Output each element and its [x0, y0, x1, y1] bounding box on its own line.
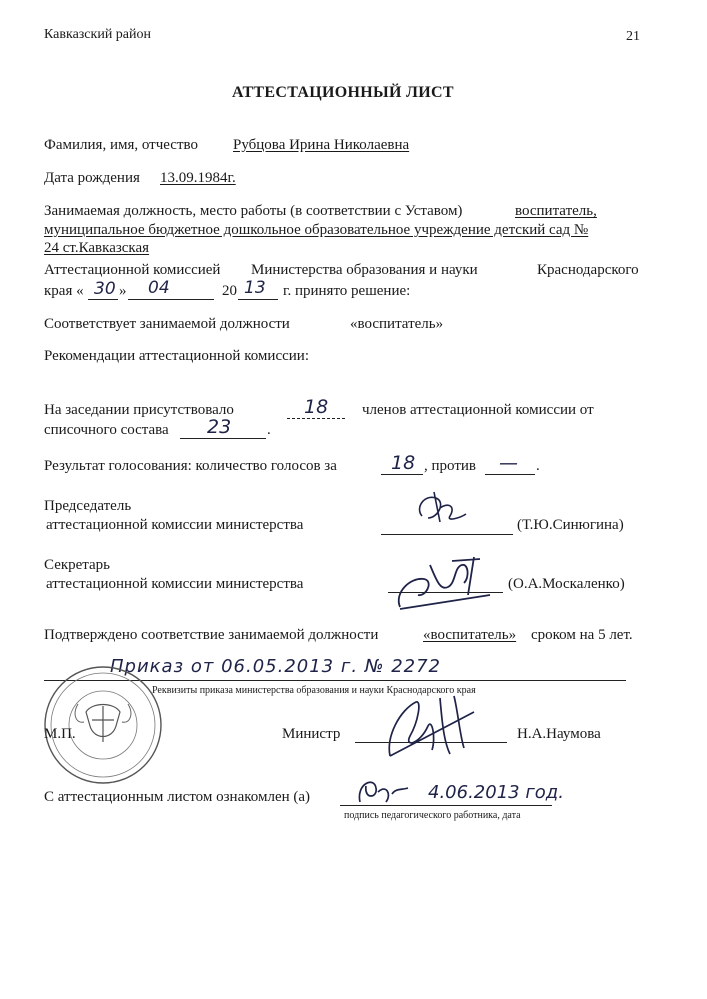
commission-line1-right: Краснодарского [537, 262, 639, 278]
teacher-signature [352, 772, 412, 812]
present-line [287, 418, 345, 419]
secretary-title: Секретарь [44, 557, 111, 573]
year-prefix: 20 [222, 283, 237, 299]
minister-name: Н.А.Наумова [517, 726, 601, 742]
day-handwritten: 30 [94, 279, 116, 299]
confirm-text-b: сроком на 5 лет. [531, 627, 633, 643]
order-caption: Реквизиты приказа министерства образования и науки Краснодарского края [152, 685, 476, 696]
secretary-signature [390, 555, 500, 615]
decision-value: «воспитатель» [350, 316, 444, 332]
secretary-subtitle: аттестационной комиссии министерства [46, 576, 304, 592]
meeting-text-a: На заседании присутствовало [44, 402, 234, 418]
secretary-name: (О.А.Москаленко) [508, 576, 625, 592]
decision-text: Соответствует занимаемой должности [44, 316, 290, 332]
vote-against-line [485, 474, 535, 475]
page-number: 21 [626, 29, 640, 44]
confirm-value: «воспитатель» [423, 627, 517, 643]
commission-line2-c: г. принято решение: [283, 283, 411, 299]
minister-label: Министр [282, 726, 341, 742]
mp-label: М.П. [44, 726, 76, 742]
month-line [128, 299, 214, 300]
position-value-1: воспитатель, [515, 203, 597, 219]
chair-signature-line [381, 534, 513, 535]
acquainted-caption: подпись педагогического работника, дата [344, 810, 521, 821]
vote-for-line [381, 474, 423, 475]
meeting-text-d: . [267, 422, 271, 438]
confirm-text-a: Подтверждено соответствие занимаемой должности [44, 627, 379, 643]
fio-label: Фамилия, имя, отчество [44, 137, 198, 153]
chair-subtitle: аттестационной комиссии министерства [46, 517, 304, 533]
commission-line2-a: края « [44, 283, 84, 299]
chair-title: Председатель [44, 498, 132, 514]
document-title: АТТЕСТАЦИОННЫЙ ЛИСТ [232, 84, 454, 101]
commission-line1-mid: Министерства образования и науки [251, 262, 478, 278]
chair-signature [410, 488, 470, 534]
total-line [180, 438, 266, 439]
order-handwritten: Приказ от 06.05.2013 г. № 2272 [110, 656, 442, 677]
total-handwritten: 23 [207, 416, 232, 438]
fio-value: Рубцова Ирина Николаевна [233, 137, 410, 153]
birth-label: Дата рождения [44, 170, 140, 186]
month-handwritten: 04 [148, 278, 170, 298]
year-handwritten: 13 [244, 278, 266, 298]
year-line [238, 299, 278, 300]
day-line [88, 299, 118, 300]
meeting-text-b: членов аттестационной комиссии от [362, 402, 594, 418]
commission-line2-b: » [119, 283, 127, 299]
chair-name: (Т.Ю.Синюгина) [517, 517, 624, 533]
acquainted-label: С аттестационным листом ознакомлен (а) [44, 789, 311, 805]
position-value-3: 24 ст.Кавказская [44, 240, 150, 256]
vote-text-a: Результат голосования: количество голосов за [44, 458, 337, 474]
vote-against-handwritten: — [499, 452, 518, 474]
commission-line1-left: Аттестационной комиссией [44, 262, 221, 278]
present-handwritten: 18 [304, 396, 329, 418]
official-seal [42, 664, 164, 786]
acquainted-date-handwritten: 4.06.2013 год. [428, 782, 564, 803]
minister-signature [370, 692, 480, 762]
vote-text-c: . [536, 458, 540, 474]
vote-text-b: , против [424, 458, 476, 474]
position-value-2: муниципальное бюджетное дошкольное образовательное учреждение детский сад № [44, 222, 589, 238]
meeting-text-c: списочного состава [44, 422, 169, 438]
birth-value: 13.09.1984г. [160, 170, 236, 186]
position-label: Занимаемая должность, место работы (в соответствии с Уставом) [44, 203, 463, 219]
vote-for-handwritten: 18 [391, 452, 416, 474]
district-label: Кавказский район [44, 27, 152, 42]
recommendations-label: Рекомендации аттестационной комиссии: [44, 348, 309, 364]
